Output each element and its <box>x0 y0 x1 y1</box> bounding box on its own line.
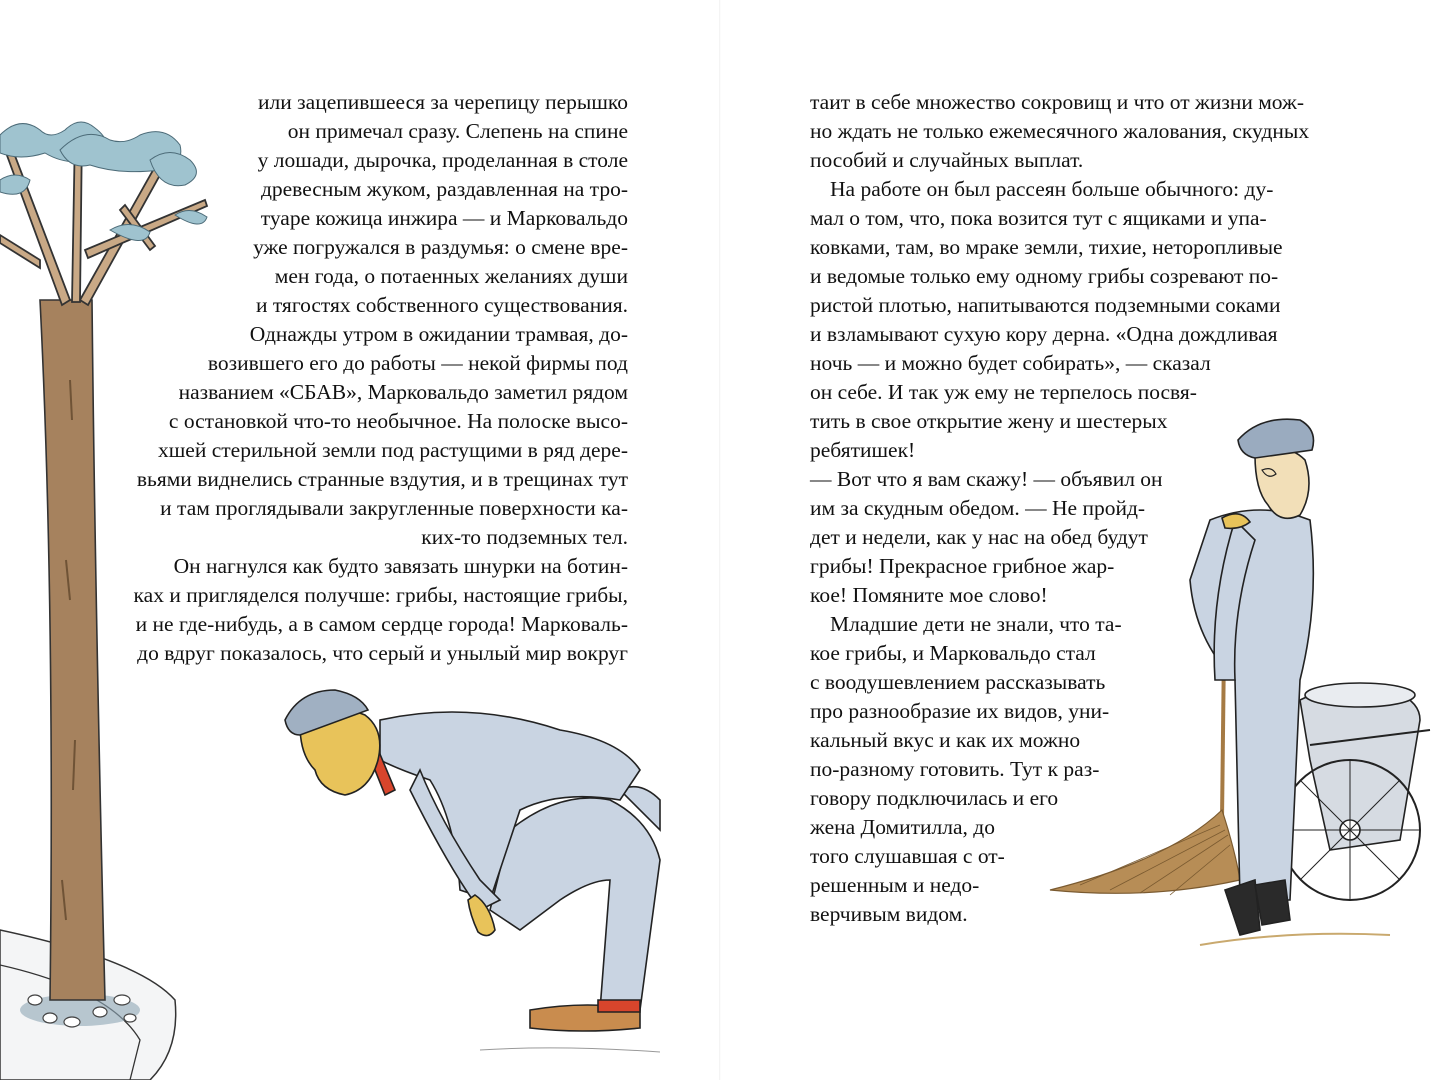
text-line: ках и пригляделся получше: грибы, настоящие грибы, <box>133 583 628 607</box>
text-line: На работе он был рассеян больше обычного: ду- <box>830 177 1274 201</box>
text-line: и ведомые только ему одному грибы созревают по- <box>810 264 1279 288</box>
text-line: верчивым видом. <box>810 902 968 926</box>
text-line: пособий и случайных выплат. <box>810 148 1084 172</box>
text-line: названием «СБАВ», Марковальдо заметил рядом <box>178 380 628 404</box>
text-line: решенным и недо- <box>810 873 980 897</box>
text-line: им за скудным обедом. — Не пройд- <box>810 496 1146 520</box>
text-line: и там проглядывали закругленные поверхности ка- <box>160 496 628 520</box>
text-line: мен года, о потаенных желаниях души <box>274 264 628 288</box>
text-line: древесным жуком, раздавленная на тро- <box>260 177 628 201</box>
text-line: или зацепившееся за черепицу перышко <box>258 90 628 114</box>
text-line: уже погружался в раздумья: о смене вре- <box>253 235 628 259</box>
text-line: — Вот что я вам скажу! — объявил он <box>810 467 1163 491</box>
text-line: и не где-нибудь, а в самом сердце города! Марковаль- <box>135 612 628 636</box>
text-line: у лошади, дырочка, проделанная в столе <box>257 148 628 172</box>
text-line: ребятишек! <box>810 438 916 462</box>
text-line: кое! Помяните мое слово! <box>810 583 1048 607</box>
bending-man-illustration <box>285 690 660 1052</box>
text-line: кое грибы, и Марковальдо стал <box>810 641 1096 665</box>
text-line: грибы! Прекрасное грибное жар- <box>810 554 1115 578</box>
text-line: и тягостях собственного существования. <box>255 293 628 317</box>
text-line: ковками, там, во мраке земли, тихие, неторопливые <box>810 235 1283 259</box>
text-line: ких-то подземных тел. <box>421 525 628 549</box>
text-line: дет и недели, как у нас на обед будут <box>810 525 1148 549</box>
cart <box>1280 683 1430 900</box>
text-line: по-разному готовить. Тут к раз- <box>810 757 1100 781</box>
text-line: с остановкой что-то необычное. На полоске высо- <box>168 409 628 433</box>
text-line: Младшие дети не знали, что та- <box>830 612 1122 636</box>
text-line: он себе. И так уж ему не терпелось посвя- <box>810 380 1197 404</box>
text-line: ристой плотью, напитываются подземными соками <box>810 293 1281 317</box>
text-line: но ждать не только ежемесячного жалования, скудных <box>810 119 1310 143</box>
text-line: про разнообразие их видов, уни- <box>810 699 1110 723</box>
text-line: Он нагнулся как будто завязать шнурки на ботин- <box>173 554 628 578</box>
text-line: до вдруг показалось, что серый и унылый мир вокруг <box>137 641 628 665</box>
text-line: жена Домитилла, до <box>810 815 995 839</box>
text-line: и взламывают сухую кору дерна. «Одна дождливая <box>810 322 1278 346</box>
text-line: мал о том, что, пока возится тут с ящиками и упа- <box>810 206 1267 230</box>
text-line: с воодушевлением рассказывать <box>810 670 1106 694</box>
text-line: того слушавшая с от- <box>810 844 1005 868</box>
text-line: таит в себе множество сокровищ и что от жизни мож- <box>810 90 1305 114</box>
text-line: туаре кожица инжира — и Марковальдо <box>260 206 628 230</box>
text-line: возившего его до работы — некой фирмы под <box>207 351 628 375</box>
text-line: ночь — и можно будет собирать», — сказал <box>810 351 1211 375</box>
text-line: говору подключилась и его <box>810 786 1059 810</box>
text-line: хшей стерильной земли под растущими в ряд дере- <box>158 438 628 462</box>
text-line: Однажды утром в ожидании трамвая, до- <box>249 322 628 346</box>
text-line: он примечал сразу. Слепень на спине <box>287 119 628 143</box>
text-line: вьями виднелись странные вздутия, и в трещинах тут <box>136 467 628 491</box>
text-line: кальный вкус и как их можно <box>810 728 1081 752</box>
text-line: тить в свое открытие жену и шестерых <box>810 409 1168 433</box>
